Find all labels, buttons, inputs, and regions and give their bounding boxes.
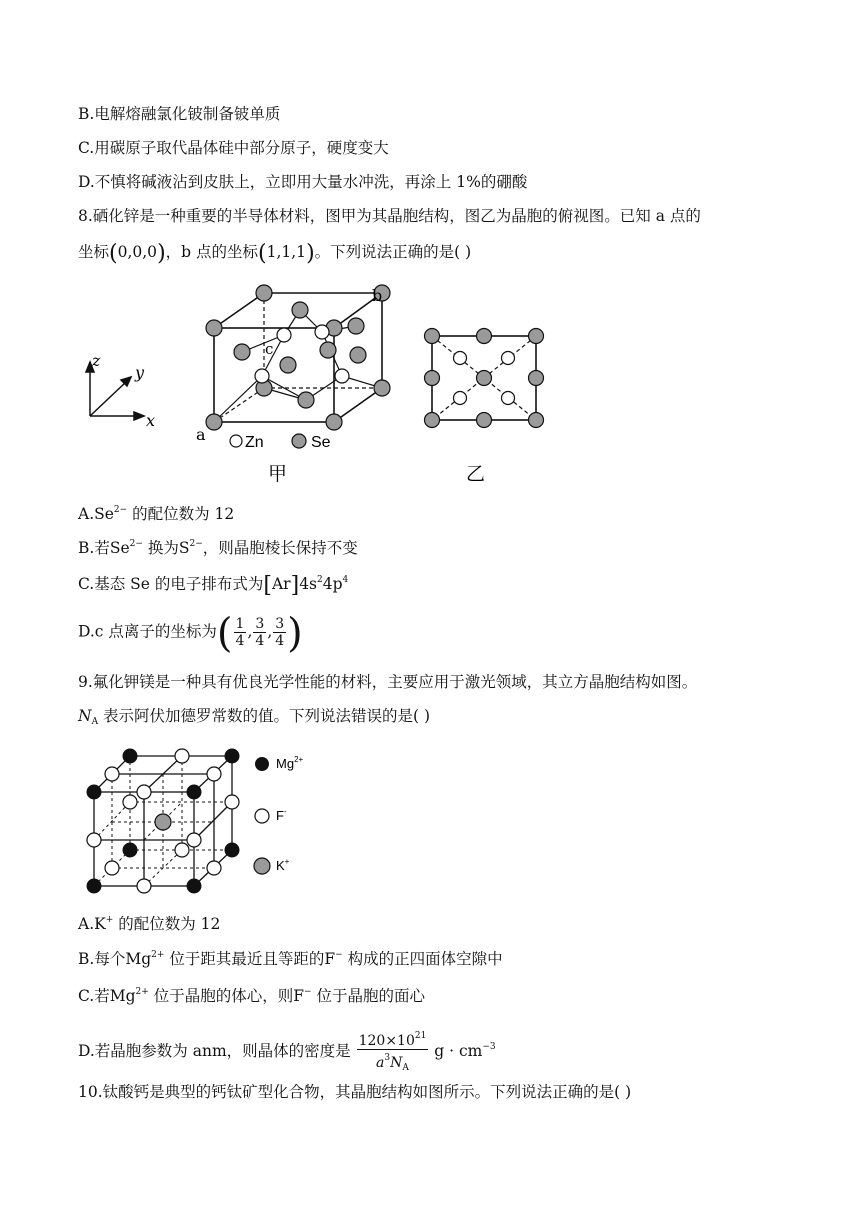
q8-stem-line2: 坐标(0,0,0)，b 点的坐标(1,1,1)。下列说法正确的是( )	[78, 241, 472, 266]
q9-option-a: A.K+ 的配位数为 12	[78, 915, 221, 933]
q9-option-c: C.若$Mg^{2+}$ 位于晶胞的体心，则F− 位于晶胞的面心	[78, 987, 425, 1005]
q9-option-b: B.每个$Mg^{2+}$ 位于距其最近且等距的F− 构成的正四面体空隙中	[78, 950, 503, 968]
density-fraction: $\frac{120\times 10^{21}}{a^3N_A}$	[357, 1028, 429, 1076]
legend-k-icon	[254, 858, 270, 874]
label-a: a	[196, 425, 206, 444]
q8-stem-line1: 8.硒化锌是一种重要的半导体材料，图甲为其晶胞结构，图乙为晶胞的俯视图。已知 a 点的	[78, 207, 701, 225]
coord-b: 1,1,1	[266, 243, 307, 261]
legend-mg: $Mg^{2+}$	[276, 755, 304, 771]
q9-stem-line2: $N_A$ 表示阿伏加德罗常数的值。下列说法错误的是( )	[78, 707, 431, 727]
q10-stem: 10.钛酸钙是典型的钙钛矿型化合物，其晶胞结构如图所示。下列说法正确的是( )	[78, 1083, 632, 1101]
caption-jia: 甲	[268, 463, 288, 485]
q8-option-d: D.c 点离子的坐标为( $\frac{1}{4}$ , $\frac{3}{4}$ , $\frac{3}{4}$ )	[78, 610, 303, 657]
k-atom	[155, 814, 171, 830]
q8-option-a: $A.Se^{2-}$ 的配位数为 12	[78, 505, 235, 523]
axis-y-label: y	[135, 363, 145, 382]
q7-option-c: C.用碳原子取代晶体硅中部分原子，硬度变大	[78, 139, 389, 157]
caption-yi: 乙	[466, 463, 486, 485]
legend-k: K+	[276, 857, 290, 873]
axis-z-label: z	[92, 351, 101, 370]
legend-se-icon	[292, 434, 306, 448]
q7-option-b: B.电解熔融氯化铍制备铍单质	[78, 105, 281, 123]
q8-option-b: B.若$Se^{2-}$ 换为$S^{2-}$，则晶胞棱长保持不变	[78, 539, 358, 557]
legend-zn-icon	[230, 435, 242, 447]
label-c: c	[265, 340, 274, 358]
q9-option-d: D.若晶胞参数为 anm，则晶体的密度是 $\frac{120\times 10^{21}}{a^3N_A}$ $g \cdot cm^{-3}$	[78, 1028, 496, 1076]
label-b: b	[372, 286, 383, 305]
q9-figure	[78, 744, 338, 900]
legend-zn: Zn	[245, 434, 264, 451]
top-view-se	[425, 329, 544, 428]
legend-mg-icon	[255, 757, 269, 771]
legend-f-icon	[255, 809, 269, 823]
q8-option-c: C.基态 Se 的电子排布式为$[Ar]4s^24p^4$	[78, 573, 349, 598]
legend-f: F-	[276, 807, 287, 823]
coord-a: 0,0,0	[117, 243, 158, 261]
q8-figure	[78, 280, 578, 490]
legend-se: Se	[311, 434, 331, 451]
axis-x-label: x	[146, 411, 156, 430]
q9-stem-line1: 9.氟化钾镁是一种具有优良光学性能的材料，主要应用于激光领域，其立方晶胞结构如图。	[78, 673, 698, 691]
q7-option-d: D.不慎将碱液沾到皮肤上，立即用大量水冲洗，再涂上 1%的硼酸	[78, 173, 528, 191]
